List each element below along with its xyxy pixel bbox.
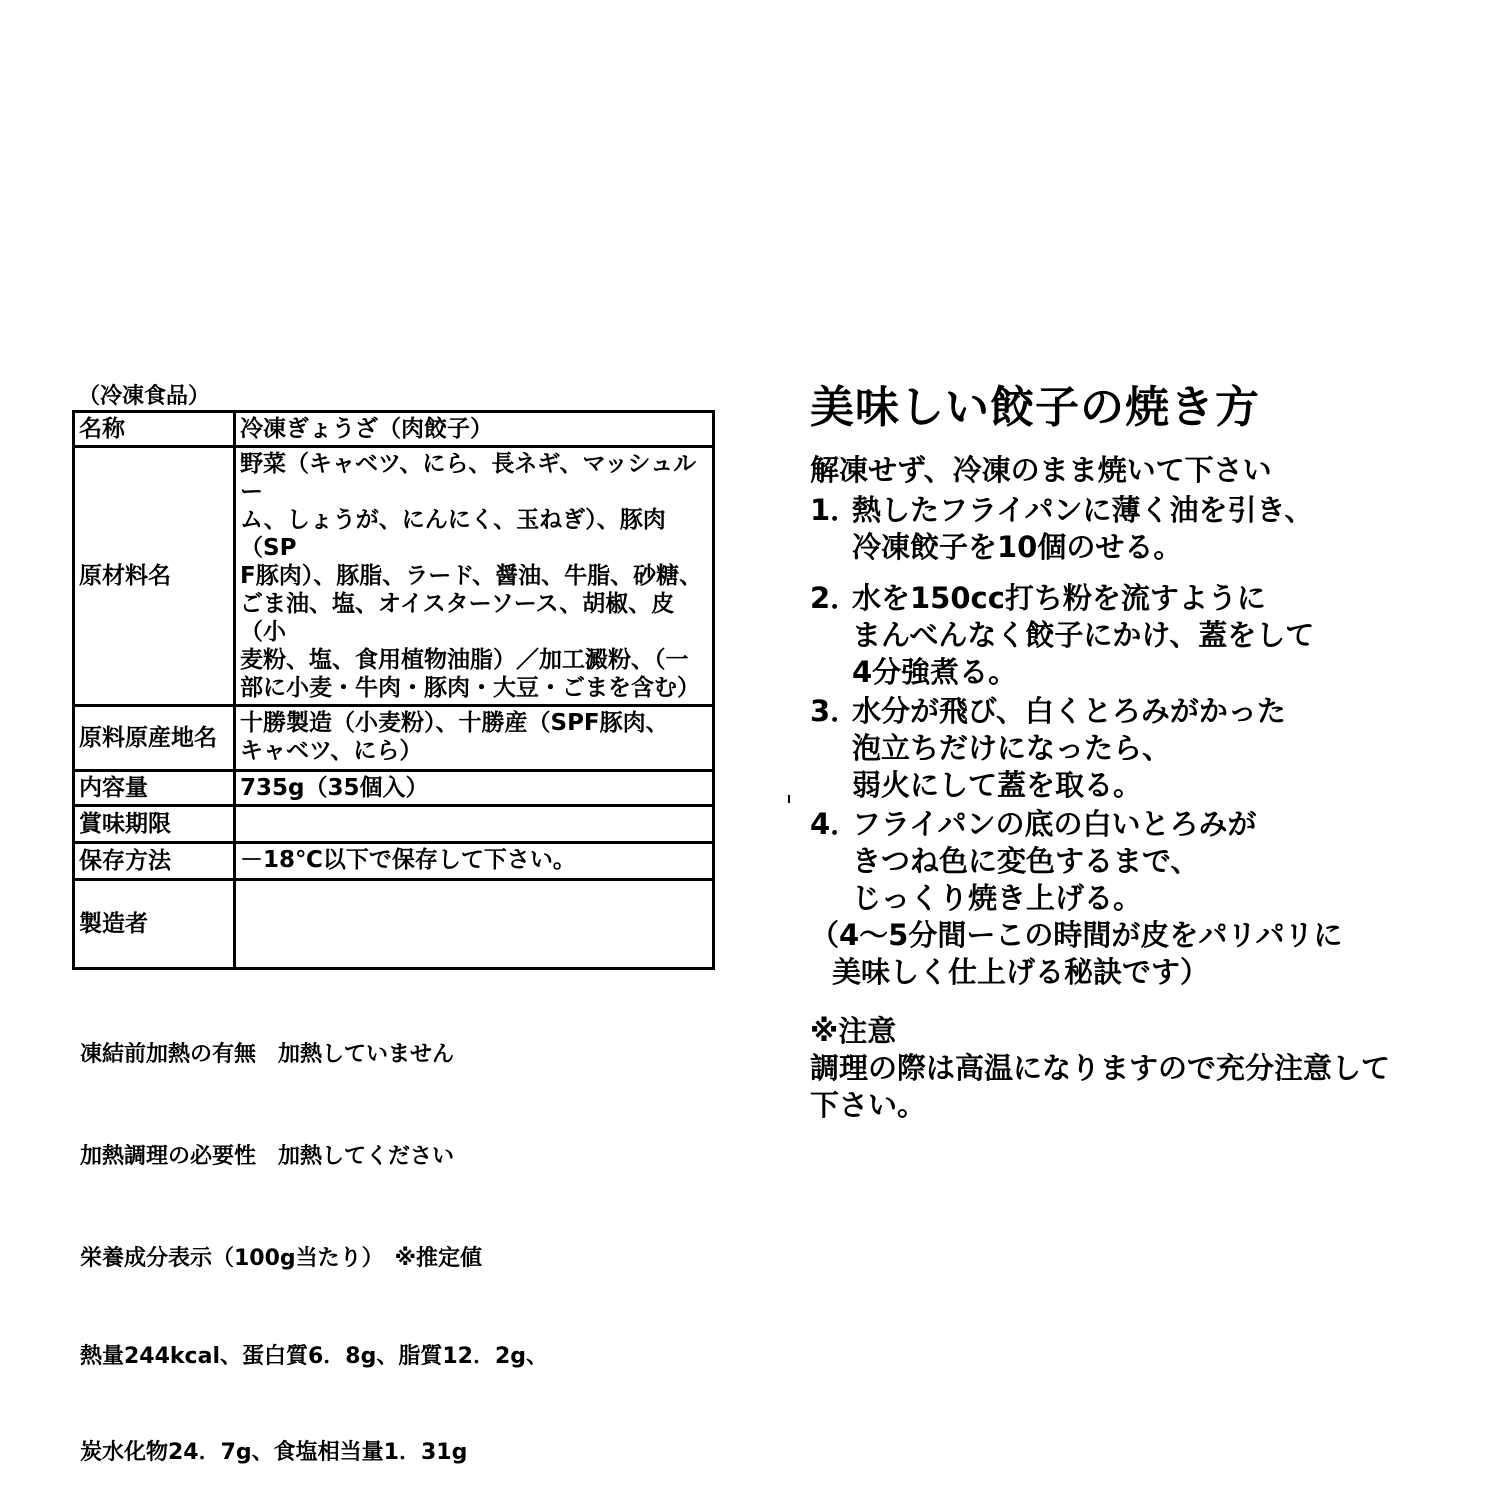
instructions-title: 美味しい餃子の焼き方 xyxy=(810,382,1260,433)
tip-line: 美味しく仕上げる秘訣です） xyxy=(832,955,1210,989)
row-key-manufacturer: 製造者 xyxy=(74,880,235,969)
tip-note xyxy=(810,917,1460,991)
step-text: 熱したフライパンに薄く油を引き、 xyxy=(852,493,1314,527)
table-row-origin xyxy=(74,706,714,771)
table-row-best-before xyxy=(74,806,714,843)
step-text: きつね色に変色するまで、 xyxy=(852,844,1200,878)
table-row-storage xyxy=(74,843,714,880)
step-item xyxy=(810,806,1460,917)
origin-line: 十勝製造（小麦粉）、十勝産（SPF豚肉、 xyxy=(240,710,669,736)
ingredients-line: 野菜（キャベツ、にら、長ネギ、マッシュルー xyxy=(240,451,697,505)
row-value-content: 735g（35個入） xyxy=(235,771,714,806)
origin-line: キャベツ、にら） xyxy=(240,738,423,764)
step-text: 水分が飛び、白くとろみがかった xyxy=(852,694,1286,728)
caution-body xyxy=(810,1050,1450,1124)
row-value-name: 冷凍ぎょうざ（肉餃子） xyxy=(235,412,714,447)
table-row-name xyxy=(74,412,714,447)
caution-line: 調理の際は高温になりますので充分注意して xyxy=(810,1051,1391,1085)
step-text: まんべんなく餃子にかけ、蓋をして xyxy=(852,618,1315,652)
ingredients-line: F豚肉）、豚脂、ラード、醤油、牛脂、砂糖、 xyxy=(240,563,703,589)
cooking-instructions xyxy=(810,380,1460,1124)
ingredients-line: 麦粉、塩、食用植物油脂）／加工澱粉、（一 xyxy=(240,647,689,673)
step-text: 弱火にして蓋を取る。 xyxy=(852,768,1143,802)
step-item xyxy=(810,580,1460,691)
note-nutrition-line: 熱量244kcal、蛋白質6．8g、脂質12．2g、 xyxy=(80,1344,549,1369)
note-nutrition-line: 炭水化物24．7g、食塩相当量1．31g xyxy=(80,1440,468,1465)
step-number: 3． xyxy=(810,694,860,728)
step-text: フライパンの底の白いとろみが xyxy=(852,807,1257,841)
row-key-ingredients: 原材料名 xyxy=(74,447,235,706)
row-value-manufacturer xyxy=(235,880,714,969)
caution-heading: ※注意 xyxy=(810,1014,897,1048)
step-text: 泡立ちだけになったら、 xyxy=(852,731,1172,765)
table-row-ingredients xyxy=(74,447,714,706)
product-label-table xyxy=(72,410,715,970)
stray-mark xyxy=(788,795,790,803)
instructions-intro: 解凍せず、冷凍のまま焼いて下さい xyxy=(810,453,1272,487)
table-row-content xyxy=(74,771,714,806)
row-value-storage: －18℃以下で保存して下さい。 xyxy=(235,843,714,880)
row-value-origin xyxy=(235,706,714,771)
row-key-storage: 保存方法 xyxy=(74,843,235,880)
step-item xyxy=(810,693,1460,804)
table-row-manufacturer xyxy=(74,880,714,969)
step-number: 1． xyxy=(810,493,860,527)
step-text: 冷凍餃子を10個のせる。 xyxy=(852,530,1183,564)
step-text: じっくり焼き上げる。 xyxy=(852,881,1143,915)
row-value-ingredients xyxy=(235,447,714,706)
category-label: （冷凍食品） xyxy=(78,384,211,409)
caution-line: 下さい。 xyxy=(810,1088,927,1122)
note-cooking-required: 加熱調理の必要性 加熱してください xyxy=(80,1144,455,1169)
step-item xyxy=(810,492,1460,566)
label-notes xyxy=(80,970,720,1502)
row-key-name: 名称 xyxy=(74,412,235,447)
row-key-best-before: 賞味期限 xyxy=(74,806,235,843)
ingredients-line: 部に小麦・牛肉・豚肉・大豆・ごまを含む） xyxy=(240,675,700,701)
row-value-best-before xyxy=(235,806,714,843)
note-nutrition-heading: 栄養成分表示（100g当たり） ※推定値 xyxy=(80,1246,483,1271)
step-text: 水を150cc打ち粉を流すように xyxy=(852,581,1266,615)
step-text: 4分強煮る。 xyxy=(852,655,1018,689)
row-key-origin: 原料原産地名 xyxy=(74,706,235,771)
ingredients-line: ム、しょうが、にんにく、玉ねぎ）、豚肉（SP xyxy=(240,507,666,561)
tip-line: （4～5分間ーこの時間が皮をパリパリに xyxy=(810,918,1343,952)
note-preheat: 凍結前加熱の有無 加熱していません xyxy=(80,1042,455,1067)
step-number: 2． xyxy=(810,581,860,615)
row-key-content: 内容量 xyxy=(74,771,235,806)
ingredients-line: ごま油、塩、オイスターソース、胡椒、皮（小 xyxy=(240,591,675,645)
step-number: 4． xyxy=(810,807,860,841)
